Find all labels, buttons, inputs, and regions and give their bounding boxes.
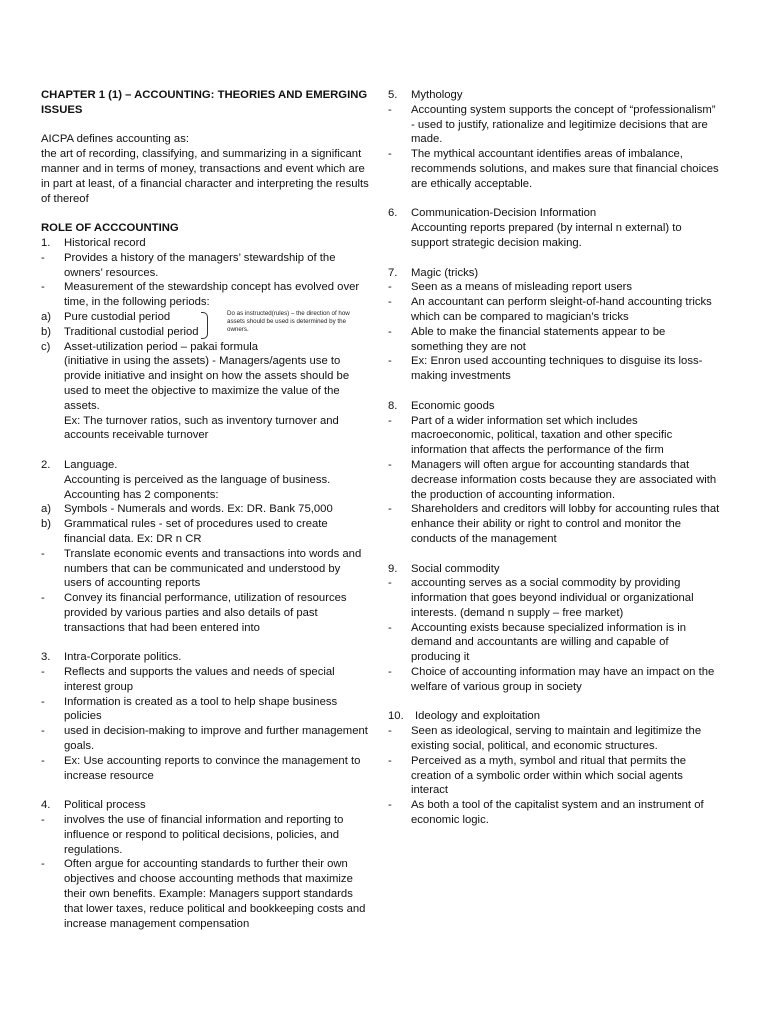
item-number: 10. [388,710,404,723]
bullet-item [388,280,720,295]
dash-marker: - [41,547,45,560]
bullet-text: Choice of accounting information may have an impact on the welfare of various group in society [411,666,715,693]
lettered-item [41,502,371,517]
dash-marker: - [388,296,392,309]
bullet-text: Convey its financial performance, utilization of resources provided by various parties and also details of past transactions that had been entered into [64,592,347,634]
letter-marker: b) [41,518,52,531]
bullet-text: The mythical accountant identifies areas of imbalance, recommends solutions, and makes sure that financial choices are ethically acceptable. [411,148,719,190]
dash-marker: - [388,621,392,634]
bullet-text: Reflects and supports the values and needs of special interest group [64,666,335,693]
intro-line: AICPA defines accounting as: [41,133,189,146]
intro-definition: the art of recording, classifying, and summarizing in a significant manner and in terms of money, transactions and event which are in part at least, of a financial character and interpreting the results of thereof [41,148,369,205]
bullet-text: used in decision-making to improve and further management goals. [64,725,368,753]
role-magic [388,266,720,384]
bullet-text: involves the use of financial information and reporting to influence or respond to political decisions, policies, and regulations. [64,814,344,856]
letter-marker: a) [41,310,52,323]
bullet-item [388,147,720,191]
right-column [388,88,720,843]
dash-marker: - [388,577,392,590]
dash-marker: - [41,281,45,294]
role-social-commodity [388,562,720,695]
dash-marker: - [41,814,45,827]
lettered-item [41,517,371,547]
lettered-item [41,340,371,355]
bullet-item [388,502,720,546]
bullet-text: Information is created as a tool to help shape business policies [64,695,338,723]
dash-marker: - [388,458,392,471]
item-heading: Magic (tricks) [411,266,479,279]
role-mythology [388,88,720,192]
bullet-item [388,665,720,695]
role-communication-decision [388,206,720,250]
side-note: Do as instructed(rules) – the direction of how assets should be used is determined by the owners. [227,309,350,333]
dash-marker: - [388,325,392,338]
bullet-text: Part of a wider information set which includes macroeconomic, political, taxation and other specific information that affects the performance of the firm [411,414,673,457]
bullet-text: Translate economic events and transactions into words and numbers that can be communicated and understood by users of accounting reports [64,547,362,590]
item-heading: Communication-Decision Information [411,207,597,220]
letter-marker: c) [41,340,51,353]
item-heading: Language. [64,458,118,471]
item-number: 6. [388,207,398,220]
item-example: Ex: The turnover ratios, such as inventory turnover and accounts receivable turnover [64,414,339,442]
dash-marker: - [41,666,45,679]
bullet-item [388,458,720,502]
bullet-text: Measurement of the stewardship concept has evolved over time, in the following periods: [64,281,360,309]
role-language [41,458,371,636]
role-ideology-exploitation [388,709,720,827]
item-heading: Economic goods [411,399,495,412]
bullet-text: Able to make the financial statements appear to be something they are not [411,325,666,353]
bullet-item [388,325,720,355]
bullet-text: Ex: Enron used accounting techniques to disguise its loss-making investments [411,355,703,383]
item-number: 7. [388,266,398,279]
section-heading-role: ROLE OF ACCCOUNTING [41,222,179,235]
bullet-text: accounting serves as a social commodity by providing information that goes beyond individual or organizational interests. (demand n supply – free market) [411,577,694,619]
letter-marker: b) [41,325,52,338]
bullet-item [41,695,371,725]
dash-marker: - [41,725,45,738]
dash-marker: - [388,355,392,368]
bullet-item [388,621,720,665]
bullet-text: Shareholders and creditors will lobby for accounting rules that enhance their ability or right to control and monitor the conducts of the management [411,503,720,545]
item-text: Asset-utilization period – pakai formula [64,340,259,353]
item-number: 4. [41,799,51,812]
dash-marker: - [388,666,392,679]
item-text: Accounting is perceived as the language of business. [64,473,331,486]
bullet-text: Ex: Use accounting reports to convince the management to increase resource [64,754,361,782]
role-intra-corporate-politics [41,650,371,783]
dash-marker: - [388,799,392,812]
bullet-item [388,798,720,828]
item-number: 3. [41,651,51,664]
item-heading: Social commodity [411,562,500,575]
item-continuation: (initiative in using the assets) - Managers/agents use to provide initiative and insight on how the assets should be used to meet the objective to maximize the value of the assets. [64,355,350,412]
role-economic-goods [388,399,720,547]
item-text: Grammatical rules - set of procedures used to create financial data. Ex: DR n CR [64,518,328,545]
bullet-item [41,724,371,754]
bullet-item [41,813,371,857]
bullet-item [41,754,371,784]
bullet-item [41,251,371,281]
dash-marker: - [388,103,392,116]
bullet-item [41,280,371,310]
item-heading: Intra-Corporate politics. [64,651,182,664]
item-number: 8. [388,399,398,412]
left-column [41,88,371,946]
bullet-item [388,354,720,384]
dash-marker: - [388,414,392,427]
dash-marker: - [388,148,392,161]
role-political-process [41,798,371,931]
bullet-text: Managers will often argue for accounting standards that decrease information costs because they are associated with the production of accounting information. [411,458,717,501]
bullet-item [388,295,720,325]
item-text: Accounting has 2 components: [64,488,219,501]
dash-marker: - [388,754,392,767]
item-number: 1. [41,236,51,249]
bullet-text: Often argue for accounting standards to further their own objectives and choose accounting methods that maximize their own benefits. Example: Managers support standards that lower taxes, reduce political and bookkeeping costs and increase management compensation [64,858,366,930]
bullet-item [388,103,720,147]
bullet-item [41,591,371,635]
bullet-text: Perceived as a myth, symbol and ritual that permits the creation of a symbolic order within which social agents interact [411,754,687,797]
item-heading: Historical record [64,236,146,249]
dash-marker: - [41,754,45,767]
bullet-text: Accounting system supports the concept of “professionalism” - used to justify, rationalize and legitimize decisions that are made. [411,103,716,146]
item-number: 5. [388,89,398,101]
item-heading: Mythology [411,89,463,101]
item-number: 2. [41,458,51,471]
bullet-text: An accountant can perform sleight-of-hand accounting tricks which can be compared to magician’s tricks [411,296,712,323]
item-text: Symbols - Numerals and words. Ex: DR. Bank 75,000 [64,503,333,516]
bullet-text: As both a tool of the capitalist system and an instrument of economic logic. [411,799,704,827]
letter-marker: a) [41,503,52,516]
bullet-item [41,665,371,695]
item-text: Accounting reports prepared (by internal n external) to support strategic decision making. [411,222,682,249]
bullet-text: Seen as ideological, serving to maintain and legitimize the existing social, political, and economic structures. [411,725,702,753]
bullet-item [388,576,720,620]
bullet-item [388,414,720,458]
dash-marker: - [41,251,45,264]
dash-marker: - [41,858,45,871]
item-number: 9. [388,562,398,575]
dash-marker: - [388,725,392,738]
dash-marker: - [388,503,392,516]
item-heading: Ideology and exploitation [415,710,540,723]
dash-marker: - [388,281,392,294]
custodial-periods [41,310,371,340]
item-text: Traditional custodial period [64,325,199,338]
curly-brace [201,312,208,339]
bullet-text: Provides a history of the managers’ stewardship of the owners’ resources. [64,251,336,279]
item-text: Pure custodial period [64,310,171,323]
bullet-item [41,547,371,591]
item-heading: Political process [64,799,146,812]
intro-paragraph [41,132,371,206]
bullet-text: Seen as a means of misleading report users [411,281,633,294]
chapter-title: CHAPTER 1 (1) – ACCOUNTING: THEORIES AND EMERGING ISSUES [41,89,368,116]
role-historical-record [41,236,371,443]
dash-marker: - [41,695,45,708]
dash-marker: - [41,592,45,605]
bullet-text: Accounting exists because specialized information is in demand and accountants are willing and capable of producing it [411,621,687,664]
bullet-item [41,857,371,931]
bullet-item [388,754,720,798]
bullet-item [388,724,720,754]
